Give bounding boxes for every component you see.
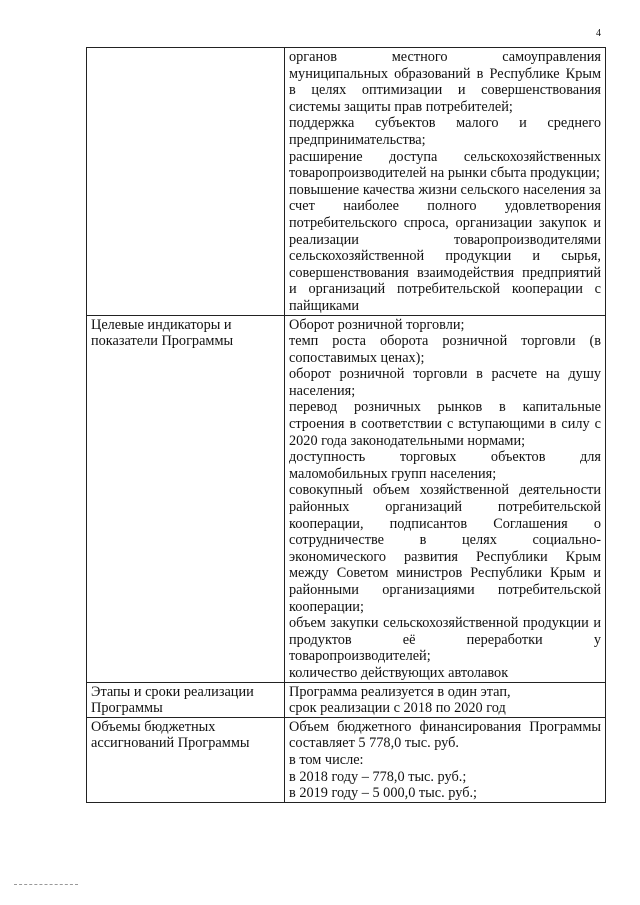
table-row (87, 682, 606, 717)
scan-artifact-line (14, 884, 78, 885)
row-content (285, 717, 606, 802)
paragraph: оборот розничной торговли в расчете на душу населения; (289, 366, 601, 399)
paragraph: в том числе: (289, 751, 364, 768)
table-row (87, 315, 606, 682)
paragraph: расширение доступа сельскохозяйственных товаропроизводителей на рынки сбыта продукции; (289, 148, 601, 182)
paragraph: перевод розничных рынков в капитальные строения в соответствии с вступающими в силу с 2020 года законодательными нормами; (289, 399, 601, 449)
row-content (285, 315, 606, 682)
paragraph: Оборот розничной торговли; (289, 316, 465, 333)
paragraph: повышение качества жизни сельского населения за счет наиболее полного удовлетворения потребительского спроса, организации закупок и реализации товаропроизводителями сельскохозяйственной продукции и сырья, совершенствования взаимодействия предприятий и организаций потребительской кооперации с пайщиками (289, 181, 601, 314)
paragraph: поддержка субъектов малого и среднего предпринимательства; (289, 115, 601, 148)
paragraph: совокупный объем хозяйственной деятельности районных организаций потребительской кооперации, подписантов Соглашения о сотрудничестве в целях социально-экономического развития Республики Крым между Советом министров Республики Крым и районными организациями потребительской кооперации; (289, 482, 601, 615)
page-number: 4 (596, 28, 601, 39)
row-content (285, 48, 606, 316)
paragraph: срок реализации с 2018 по 2020 год (289, 700, 506, 717)
program-passport-table (86, 47, 606, 803)
row-content (285, 682, 606, 717)
paragraph: количество действующих автолавок (289, 664, 509, 681)
row-label: Целевые индикаторы и показатели Программы (87, 315, 285, 682)
paragraph: Программа реализуется в один этап, (289, 683, 511, 700)
paragraph: темп роста оборота розничной торговли (в сопоставимых ценах); (289, 333, 601, 366)
paragraph: Объем бюджетного финансирования Программы составляет 5 778,0 тыс. руб. (289, 718, 601, 752)
paragraph: доступность торговых объектов для маломобильных групп населения; (289, 449, 601, 482)
row-label (87, 48, 285, 316)
table-row (87, 717, 606, 802)
paragraph: органов местного самоуправления муниципальных образований в Республике Крым в целях оптимизации и совершенствования системы защиты прав потребителей; (289, 49, 601, 115)
paragraph: в 2019 году – 5 000,0 тыс. руб.; (289, 785, 478, 802)
paragraph: в 2018 году – 778,0 тыс. руб.; (289, 768, 467, 785)
row-label: Объемы бюджетных ассигнований Программы (87, 717, 285, 802)
paragraph: объем закупки сельскохозяйственной продукции и продуктов её переработки у товаропроизводителей; (289, 615, 601, 665)
row-label: Этапы и сроки реализации Программы (87, 682, 285, 717)
table-row (87, 48, 606, 316)
